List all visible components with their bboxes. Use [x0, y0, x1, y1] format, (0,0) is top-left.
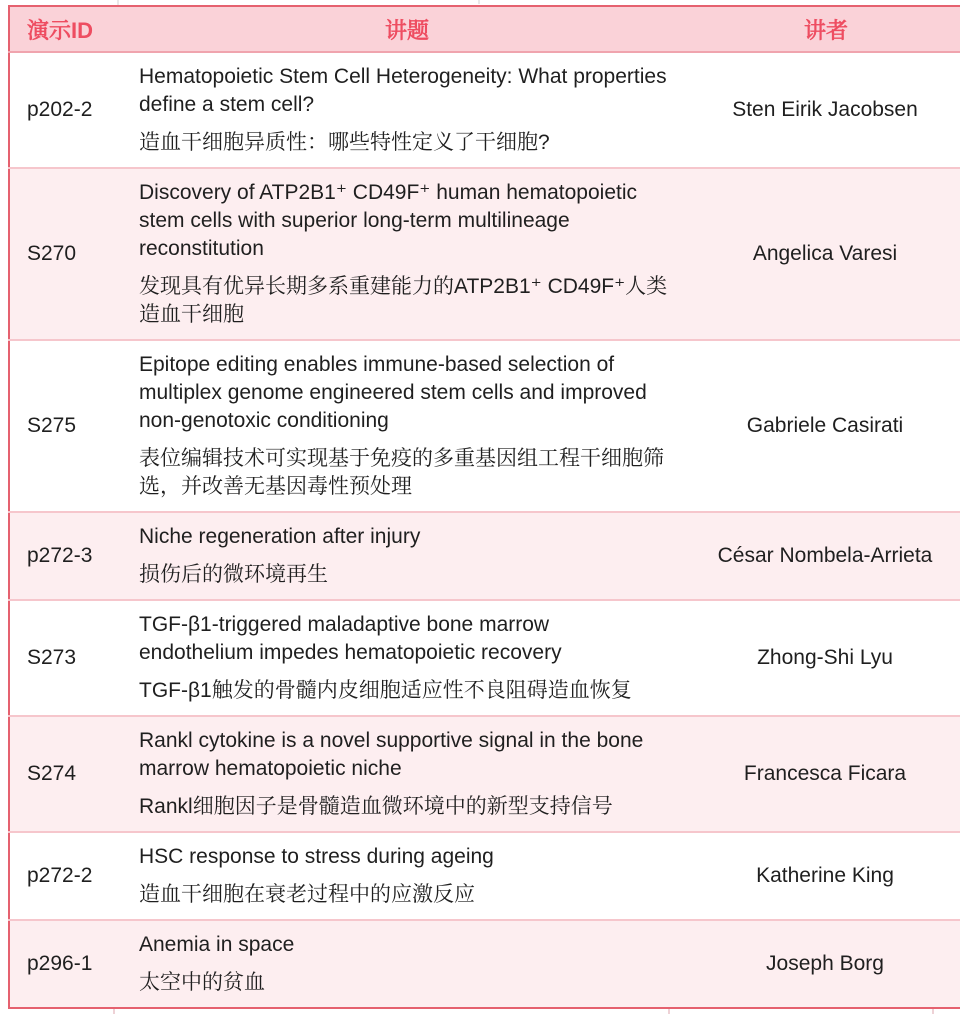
col-header-speaker: 讲者 [683, 6, 960, 52]
title-english: Hematopoietic Stem Cell Heterogeneity: What properties define a stem cell? [139, 65, 667, 116]
title-cell [131, 600, 683, 716]
title-english: Niche regeneration after injury [139, 525, 421, 548]
title-chinese: Rankl细胞因子是骨髓造血微环境中的新型支持信号 [139, 795, 613, 818]
sessions-table [8, 5, 960, 1009]
header-row [9, 6, 960, 52]
title-chinese: 造血干细胞异质性：哪些特性定义了干细胞? [139, 131, 550, 154]
presentation-id-cell: p296-1 [9, 920, 131, 1008]
title-english: HSC response to stress during ageing [139, 845, 494, 868]
speaker-cell: Katherine King [683, 832, 960, 920]
presentation-id-cell: p272-2 [9, 832, 131, 920]
title-cell [131, 52, 683, 168]
speaker-cell: César Nombela-Arrieta [683, 512, 960, 600]
table-row [9, 832, 960, 920]
title-english: Rankl cytokine is a novel supportive signal in the bone marrow hematopoietic niche [139, 729, 644, 780]
title-english: Discovery of ATP2B1⁺ CD49F⁺ human hematopoietic stem cells with superior long-term multilineage reconstitution [139, 181, 638, 260]
title-chinese: 发现具有优异长期多系重建能力的ATP2B1⁺ CD49F⁺人类造血干细胞 [139, 275, 668, 326]
table-row [9, 168, 960, 340]
presentation-id-cell: S273 [9, 600, 131, 716]
title-english: Anemia in space [139, 933, 295, 956]
speaker-cell: Francesca Ficara [683, 716, 960, 832]
title-cell [131, 512, 683, 600]
title-chinese: 表位编辑技术可实现基于免疫的多重基因组工程干细胞筛选，并改善无基因毒性预处理 [139, 447, 664, 498]
table-row [9, 52, 960, 168]
presentation-id-cell: p202-2 [27, 98, 93, 121]
table-row [9, 512, 960, 600]
presentation-id-cell: S275 [9, 340, 131, 512]
speaker-cell: Gabriele Casirati [683, 340, 960, 512]
title-chinese: 损伤后的微环境再生 [139, 563, 328, 586]
title-cell [131, 920, 683, 1008]
title-cell [131, 716, 683, 832]
title-english: TGF-β1-triggered maladaptive bone marrow endothelium impedes hematopoietic recovery [139, 613, 562, 664]
table-row [9, 920, 960, 1008]
col-header-presentation-id: 演示ID [9, 6, 131, 52]
speaker-cell: Angelica Varesi [683, 168, 960, 340]
col-header-title: 讲题 [131, 6, 683, 52]
title-chinese: 造血干细胞在衰老过程中的应激反应 [139, 883, 475, 906]
title-cell [131, 832, 683, 920]
table-row [9, 340, 960, 512]
speaker-cell: Sten Eirik Jacobsen [732, 98, 918, 121]
presentation-id-cell: S274 [9, 716, 131, 832]
title-english: Epitope editing enables immune-based selection of multiplex genome engineered stem cells and improved non-genotoxic conditioning [139, 353, 647, 432]
title-chinese: 太空中的贫血 [139, 971, 265, 994]
table-header [9, 6, 960, 52]
presentation-id-cell: p272-3 [9, 512, 131, 600]
speaker-cell: Zhong-Shi Lyu [683, 600, 960, 716]
table-body [9, 52, 960, 1008]
title-chinese: TGF-β1触发的骨髓内皮细胞适应性不良阻碍造血恢复 [139, 679, 632, 702]
table-row [9, 716, 960, 832]
gridline-stub [478, 0, 480, 4]
table-row [9, 600, 960, 716]
title-cell [131, 340, 683, 512]
title-cell [131, 168, 683, 340]
presentation-id-cell: S270 [9, 168, 131, 340]
speaker-cell: Joseph Borg [683, 920, 960, 1008]
